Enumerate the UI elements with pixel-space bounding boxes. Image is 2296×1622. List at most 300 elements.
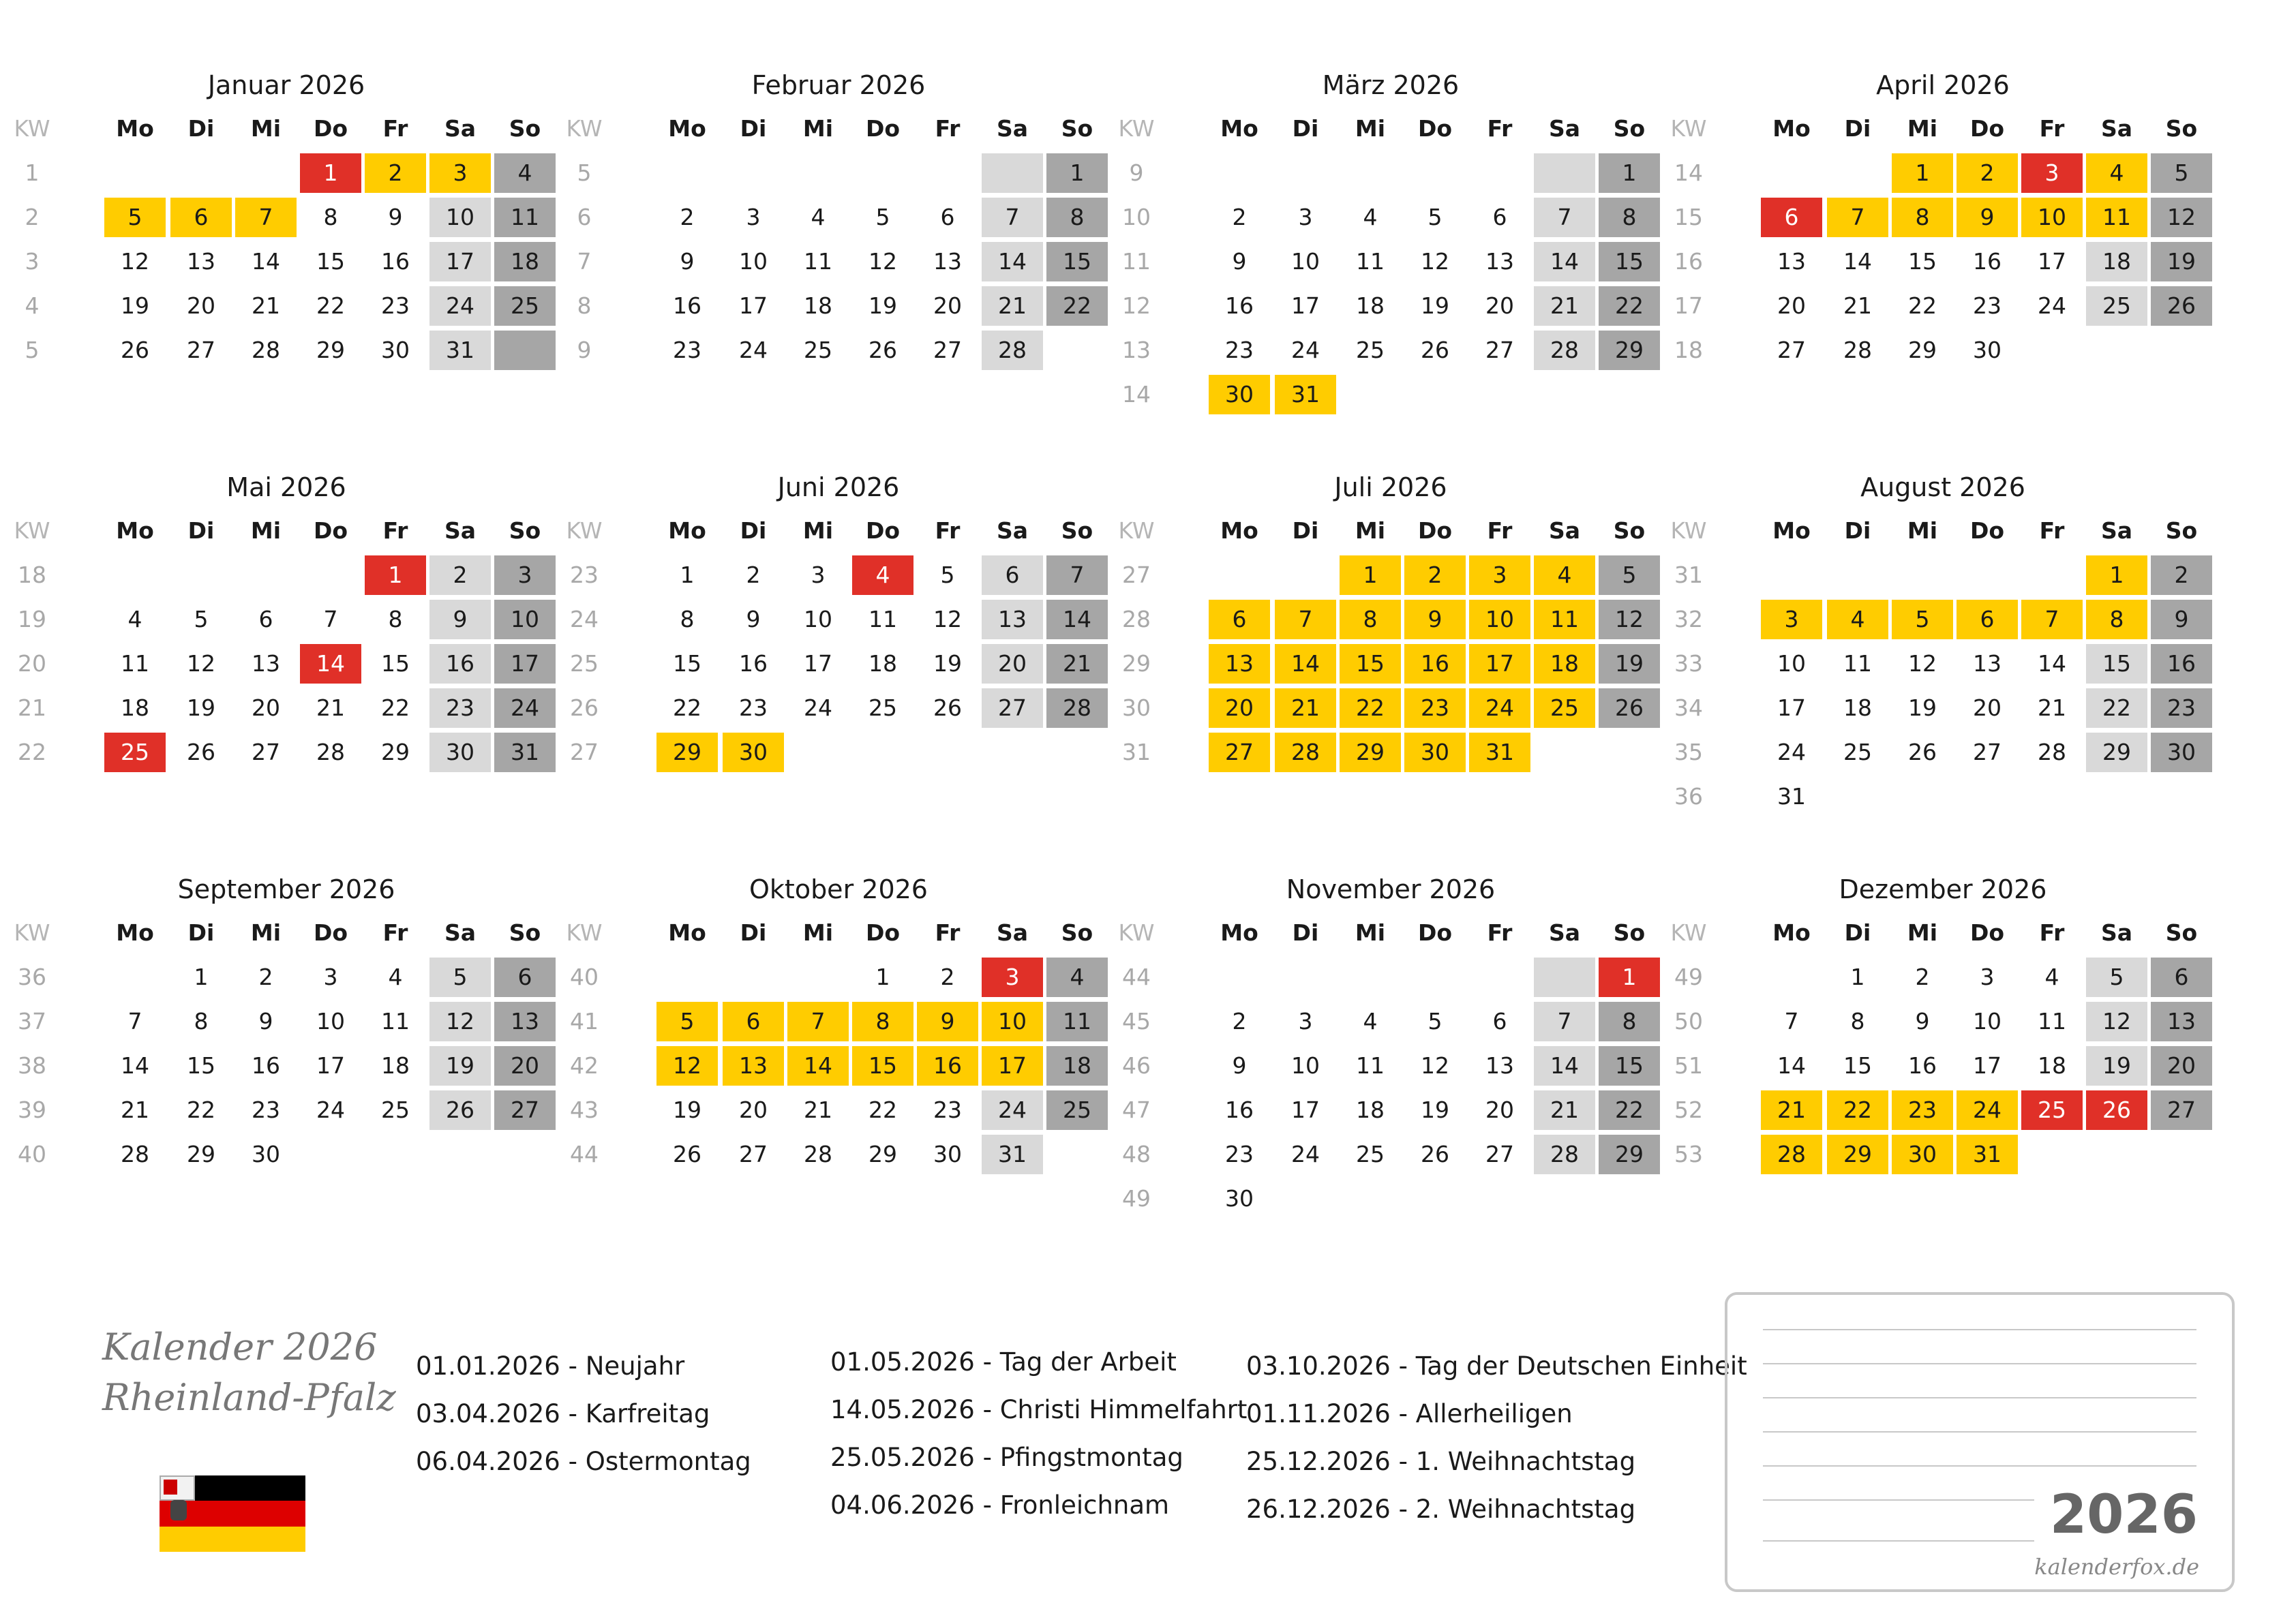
week-row bbox=[1104, 688, 1644, 733]
week-number: 25 bbox=[570, 650, 599, 677]
day-cell: 2 bbox=[1232, 204, 1247, 230]
day-cell: 10 bbox=[1291, 1052, 1320, 1079]
week-row bbox=[1104, 153, 1637, 198]
weekday-header bbox=[1657, 511, 2198, 555]
calendar-title-line2: Rheinland-Pfalz bbox=[102, 1376, 396, 1419]
day-cell: 15 bbox=[381, 650, 410, 677]
week-number: 31 bbox=[1674, 562, 1703, 588]
day-cell: 9 bbox=[1232, 248, 1247, 275]
day-cell: 1 bbox=[1046, 153, 1108, 193]
day-cell: 5 bbox=[1428, 1008, 1442, 1035]
day-cell: 21 bbox=[1843, 292, 1872, 319]
day-cell: 15 bbox=[316, 248, 345, 275]
weekday-label: Mi bbox=[802, 919, 834, 946]
day-cell: 10 bbox=[804, 606, 832, 632]
day-cell: 8 bbox=[1599, 1002, 1660, 1041]
day-cell: 11 bbox=[494, 198, 556, 237]
weekday-label: So bbox=[509, 517, 541, 544]
weekday-label: Di bbox=[1844, 919, 1871, 946]
day-cell: 23 bbox=[429, 688, 491, 728]
day-cell: 16 bbox=[1908, 1052, 1937, 1079]
day-cell: 21 bbox=[1761, 1090, 1822, 1130]
week-number: 32 bbox=[1674, 606, 1703, 632]
day-cell: 30 bbox=[1404, 733, 1466, 772]
day-cell: 6 bbox=[982, 555, 1043, 595]
day-cell: 4 bbox=[1534, 555, 1595, 595]
weekday-label: Sa bbox=[444, 115, 477, 142]
weekday-label: Mi bbox=[802, 115, 834, 142]
day-cell: 18 bbox=[1843, 694, 1872, 721]
day-cell: 16 bbox=[252, 1052, 280, 1079]
day-cell: 10 bbox=[316, 1008, 345, 1035]
day-cell: 7 bbox=[1046, 555, 1108, 595]
day-cell: 15 bbox=[1843, 1052, 1872, 1079]
weekday-label: Do bbox=[1417, 919, 1453, 946]
day-cell: 24 bbox=[1469, 688, 1530, 728]
week-row bbox=[0, 331, 518, 375]
weekday-label: Fr bbox=[382, 517, 408, 544]
day-cell: 2 bbox=[940, 964, 955, 990]
weekday-label: So bbox=[2165, 919, 2198, 946]
day-cell: 8 bbox=[2086, 600, 2147, 639]
day-cell: 6 bbox=[1957, 600, 2018, 639]
week-number: 45 bbox=[1122, 1008, 1151, 1035]
day-cell: 15 bbox=[2086, 644, 2147, 684]
day-cell: 6 bbox=[494, 958, 556, 997]
weekday-label: Mi bbox=[1355, 517, 1386, 544]
day-cell: 17 bbox=[739, 292, 768, 319]
day-cell: 20 bbox=[933, 292, 962, 319]
day-cell: 6 bbox=[1492, 204, 1507, 230]
weekday-label: Di bbox=[1844, 517, 1871, 544]
day-cell: 14 bbox=[2038, 650, 2066, 677]
weekday-label: Do bbox=[313, 517, 348, 544]
weekday-label: Mi bbox=[1355, 919, 1386, 946]
holiday-item: 01.01.2026 - Neujahr bbox=[416, 1351, 685, 1381]
weekday-label: Sa bbox=[2100, 919, 2133, 946]
day-cell: 25 bbox=[804, 337, 832, 363]
day-cell: 12 bbox=[868, 248, 897, 275]
day-cell: 22 bbox=[187, 1097, 215, 1123]
weekday-label: Di bbox=[740, 517, 767, 544]
week-row bbox=[1657, 688, 2196, 733]
day-cell: 4 bbox=[811, 204, 826, 230]
day-cell: 26 bbox=[429, 1090, 491, 1130]
week-number: 53 bbox=[1674, 1141, 1703, 1167]
day-cell: 11 bbox=[868, 606, 897, 632]
day-cell: 12 bbox=[429, 1002, 491, 1041]
day-cell: 25 bbox=[1356, 337, 1385, 363]
day-cell: 2 bbox=[1232, 1008, 1247, 1035]
month-block bbox=[1104, 463, 1646, 777]
day-cell: 29 bbox=[2086, 733, 2147, 772]
day-cell: 17 bbox=[2038, 248, 2066, 275]
week-row bbox=[552, 600, 1091, 644]
weekday-label: Mo bbox=[668, 517, 706, 544]
day-cell: 25 bbox=[2021, 1090, 2083, 1130]
week-number: 49 bbox=[1122, 1185, 1151, 1212]
weekday-label: Di bbox=[1292, 115, 1319, 142]
day-cell: 30 bbox=[2151, 733, 2212, 772]
day-cell: 23 bbox=[1225, 1141, 1254, 1167]
weekday-label: Fr bbox=[2039, 919, 2065, 946]
day-cell: 7 bbox=[127, 1008, 142, 1035]
day-cell: 13 bbox=[723, 1046, 784, 1086]
kw-header: KW bbox=[566, 115, 603, 142]
week-row bbox=[1104, 1135, 1644, 1179]
week-row bbox=[0, 242, 539, 286]
month-title: Februar 2026 bbox=[751, 70, 926, 100]
holiday-item: 25.12.2026 - 1. Weihnachtstag bbox=[1246, 1447, 1636, 1476]
weekday-label: Di bbox=[1844, 115, 1871, 142]
day-cell: 4 bbox=[1363, 1008, 1378, 1035]
day-cell: 7 bbox=[1827, 198, 1888, 237]
day-cell: 3 bbox=[1469, 555, 1530, 595]
day-cell: 5 bbox=[875, 204, 890, 230]
day-cell: 9 bbox=[1915, 1008, 1930, 1035]
day-cell: 3 bbox=[811, 562, 826, 588]
day-cell: 19 bbox=[121, 292, 149, 319]
week-number: 43 bbox=[570, 1097, 599, 1123]
weekday-label: So bbox=[1613, 115, 1646, 142]
weekday-label: Di bbox=[1292, 517, 1319, 544]
month-title: Juli 2026 bbox=[1334, 472, 1447, 502]
day-cell: 31 bbox=[1469, 733, 1530, 772]
day-cell: 15 bbox=[187, 1052, 215, 1079]
week-number: 39 bbox=[18, 1097, 46, 1123]
day-cell: 5 bbox=[1428, 204, 1442, 230]
week-row bbox=[552, 331, 1070, 375]
day-cell: 11 bbox=[1356, 1052, 1385, 1079]
week-row bbox=[0, 1135, 518, 1179]
day-cell: 22 bbox=[1599, 1090, 1660, 1130]
notes-year: 2026 bbox=[2049, 1484, 2198, 1546]
empty-weekend-cell bbox=[494, 331, 556, 370]
day-cell: 20 bbox=[739, 1097, 768, 1123]
empty-weekend-cell bbox=[1534, 958, 1595, 997]
day-cell: 21 bbox=[1534, 286, 1595, 326]
day-cell: 1 bbox=[1850, 964, 1865, 990]
empty-weekend-cell bbox=[982, 153, 1043, 193]
day-cell: 20 bbox=[982, 644, 1043, 684]
day-cell: 7 bbox=[235, 198, 297, 237]
day-cell: 9 bbox=[1957, 198, 2018, 237]
day-cell: 15 bbox=[1599, 1046, 1660, 1086]
day-cell: 9 bbox=[1404, 600, 1466, 639]
day-cell: 27 bbox=[252, 739, 280, 765]
day-cell: 7 bbox=[323, 606, 338, 632]
day-cell: 2 bbox=[680, 204, 695, 230]
kw-header: KW bbox=[14, 919, 50, 946]
day-cell: 6 bbox=[1492, 1008, 1507, 1035]
month-block bbox=[552, 61, 1093, 375]
week-number: 48 bbox=[1122, 1141, 1151, 1167]
day-cell: 8 bbox=[388, 606, 403, 632]
holiday-item: 04.06.2026 - Fronleichnam bbox=[830, 1490, 1170, 1520]
week-number: 23 bbox=[570, 562, 599, 588]
day-cell: 20 bbox=[494, 1046, 556, 1086]
day-cell: 13 bbox=[1209, 644, 1270, 684]
day-cell: 30 bbox=[933, 1141, 962, 1167]
day-cell: 6 bbox=[1209, 600, 1270, 639]
day-cell: 1 bbox=[1892, 153, 1953, 193]
day-cell: 5 bbox=[2086, 958, 2147, 997]
day-cell: 5 bbox=[429, 958, 491, 997]
day-cell: 4 bbox=[852, 555, 913, 595]
day-cell: 28 bbox=[1761, 1135, 1822, 1174]
day-cell: 21 bbox=[121, 1097, 149, 1123]
week-number: 22 bbox=[18, 739, 46, 765]
kw-header: KW bbox=[14, 115, 50, 142]
day-cell: 23 bbox=[381, 292, 410, 319]
day-cell: 27 bbox=[1777, 337, 1806, 363]
day-cell: 25 bbox=[1046, 1090, 1108, 1130]
week-number: 52 bbox=[1674, 1097, 1703, 1123]
weekday-label: Mi bbox=[802, 517, 834, 544]
day-cell: 20 bbox=[1973, 694, 2002, 721]
day-cell: 17 bbox=[1777, 694, 1806, 721]
day-cell: 25 bbox=[381, 1097, 410, 1123]
day-cell: 13 bbox=[933, 248, 962, 275]
week-row bbox=[1104, 331, 1644, 375]
weekday-label: So bbox=[1613, 919, 1646, 946]
week-number: 26 bbox=[570, 694, 599, 721]
day-cell: 13 bbox=[252, 650, 280, 677]
month-block bbox=[552, 866, 1093, 1179]
day-cell: 1 bbox=[2086, 555, 2147, 595]
day-cell: 3 bbox=[746, 204, 761, 230]
week-number: 4 bbox=[25, 292, 40, 319]
day-cell: 27 bbox=[982, 688, 1043, 728]
day-cell: 6 bbox=[940, 204, 955, 230]
weekday-header bbox=[0, 913, 541, 958]
week-row bbox=[552, 242, 1091, 286]
day-cell: 29 bbox=[381, 739, 410, 765]
day-cell: 17 bbox=[1973, 1052, 2002, 1079]
day-cell: 3 bbox=[2021, 153, 2083, 193]
weekday-label: Mi bbox=[250, 115, 282, 142]
week-number: 21 bbox=[18, 694, 46, 721]
day-cell: 16 bbox=[673, 292, 701, 319]
kw-header: KW bbox=[1118, 115, 1155, 142]
day-cell: 3 bbox=[1298, 204, 1313, 230]
kw-header: KW bbox=[14, 517, 50, 544]
day-cell: 30 bbox=[1973, 337, 2002, 363]
week-row bbox=[552, 1090, 1091, 1135]
day-cell: 10 bbox=[1973, 1008, 2002, 1035]
week-row bbox=[1104, 644, 1644, 688]
day-cell: 28 bbox=[804, 1141, 832, 1167]
day-cell: 6 bbox=[170, 198, 232, 237]
weekday-label: Sa bbox=[996, 919, 1029, 946]
week-row bbox=[1104, 733, 1622, 777]
day-cell: 31 bbox=[429, 331, 491, 370]
day-cell: 27 bbox=[1485, 337, 1514, 363]
week-row bbox=[1657, 1046, 2196, 1090]
day-cell: 15 bbox=[1599, 242, 1660, 281]
holiday-list-col-1 bbox=[416, 1343, 751, 1486]
month-title: Juni 2026 bbox=[777, 472, 900, 502]
week-row bbox=[552, 198, 1085, 242]
day-cell: 5 bbox=[2151, 153, 2212, 193]
day-cell: 14 bbox=[982, 242, 1043, 281]
week-row bbox=[552, 286, 1091, 331]
week-number: 46 bbox=[1122, 1052, 1151, 1079]
weekday-label: Fr bbox=[382, 919, 408, 946]
week-number: 37 bbox=[18, 1008, 46, 1035]
weekday-label: Di bbox=[187, 115, 215, 142]
day-cell: 7 bbox=[1534, 1002, 1595, 1041]
month-title: August 2026 bbox=[1860, 472, 2025, 502]
day-cell: 23 bbox=[1892, 1090, 1953, 1130]
day-cell: 12 bbox=[933, 606, 962, 632]
month-title: September 2026 bbox=[177, 874, 395, 904]
day-cell: 14 bbox=[1046, 600, 1108, 639]
day-cell: 29 bbox=[868, 1141, 897, 1167]
day-cell: 11 bbox=[1356, 248, 1385, 275]
weekday-label: So bbox=[509, 115, 541, 142]
kw-header: KW bbox=[1118, 919, 1155, 946]
day-cell: 23 bbox=[2151, 688, 2212, 728]
day-cell: 29 bbox=[1908, 337, 1937, 363]
day-cell: 1 bbox=[875, 964, 890, 990]
day-cell: 23 bbox=[933, 1097, 962, 1123]
day-cell: 22 bbox=[1827, 1090, 1888, 1130]
day-cell: 9 bbox=[917, 1002, 978, 1041]
month-block bbox=[0, 61, 541, 375]
day-cell: 28 bbox=[1534, 331, 1595, 370]
day-cell: 4 bbox=[1046, 958, 1108, 997]
month-block bbox=[1657, 866, 2198, 1179]
week-number: 33 bbox=[1674, 650, 1703, 677]
day-cell: 23 bbox=[1225, 337, 1254, 363]
weekday-label: Mo bbox=[1772, 517, 1811, 544]
day-cell: 9 bbox=[388, 204, 403, 230]
day-cell: 3 bbox=[323, 964, 338, 990]
day-cell: 17 bbox=[982, 1046, 1043, 1086]
day-cell: 5 bbox=[104, 198, 166, 237]
day-cell: 22 bbox=[673, 694, 701, 721]
day-cell: 11 bbox=[1046, 1002, 1108, 1041]
day-cell: 15 bbox=[673, 650, 701, 677]
day-cell: 16 bbox=[917, 1046, 978, 1086]
day-cell: 16 bbox=[1404, 644, 1466, 684]
week-number: 11 bbox=[1122, 248, 1151, 275]
week-number: 30 bbox=[1122, 694, 1151, 721]
weekday-label: Mi bbox=[1907, 517, 1938, 544]
day-cell: 24 bbox=[2038, 292, 2066, 319]
week-number: 36 bbox=[1674, 783, 1703, 810]
day-cell: 8 bbox=[1340, 600, 1401, 639]
weekday-label: Sa bbox=[996, 517, 1029, 544]
week-number: 44 bbox=[570, 1141, 599, 1167]
month-title: März 2026 bbox=[1322, 70, 1460, 100]
day-cell: 18 bbox=[494, 242, 556, 281]
day-cell: 29 bbox=[1599, 1135, 1660, 1174]
week-number: 41 bbox=[570, 1008, 599, 1035]
week-number: 16 bbox=[1674, 248, 1703, 275]
week-number: 42 bbox=[570, 1052, 599, 1079]
weekday-label: Fr bbox=[935, 517, 961, 544]
empty-weekend-cell bbox=[1534, 153, 1595, 193]
notes-box bbox=[1725, 1292, 2235, 1592]
day-cell: 24 bbox=[739, 337, 768, 363]
day-cell: 19 bbox=[429, 1046, 491, 1086]
week-row bbox=[1104, 1090, 1644, 1135]
week-row bbox=[1657, 331, 2175, 375]
day-cell: 26 bbox=[1908, 739, 1937, 765]
day-cell: 14 bbox=[300, 644, 361, 684]
week-number: 36 bbox=[18, 964, 46, 990]
day-cell: 26 bbox=[1599, 688, 1660, 728]
day-cell: 1 bbox=[300, 153, 361, 193]
day-cell: 29 bbox=[656, 733, 718, 772]
week-number: 40 bbox=[18, 1141, 46, 1167]
day-cell: 26 bbox=[187, 739, 215, 765]
week-row bbox=[1104, 958, 1637, 1002]
day-cell: 13 bbox=[2151, 1002, 2212, 1041]
day-cell: 10 bbox=[429, 198, 491, 237]
week-number: 24 bbox=[570, 606, 599, 632]
week-number: 6 bbox=[577, 204, 592, 230]
day-cell: 30 bbox=[429, 733, 491, 772]
weekday-label: Mo bbox=[1220, 115, 1258, 142]
day-cell: 1 bbox=[194, 964, 209, 990]
day-cell: 13 bbox=[187, 248, 215, 275]
day-cell: 26 bbox=[1421, 1141, 1449, 1167]
week-row bbox=[1104, 198, 1637, 242]
week-number: 14 bbox=[1122, 381, 1151, 408]
week-number: 3 bbox=[25, 248, 40, 275]
week-row bbox=[552, 555, 1085, 600]
kw-header: KW bbox=[1670, 919, 1707, 946]
holiday-item: 03.04.2026 - Karfreitag bbox=[416, 1399, 710, 1428]
day-cell: 21 bbox=[982, 286, 1043, 326]
day-cell: 10 bbox=[1777, 650, 1806, 677]
weekday-label: Do bbox=[1417, 115, 1453, 142]
month-block bbox=[0, 463, 541, 777]
day-cell: 7 bbox=[1784, 1008, 1799, 1035]
week-number: 15 bbox=[1674, 204, 1703, 230]
weekday-label: So bbox=[1613, 517, 1646, 544]
day-cell: 3 bbox=[1980, 964, 1995, 990]
day-cell: 27 bbox=[1209, 733, 1270, 772]
day-cell: 26 bbox=[1421, 337, 1449, 363]
day-cell: 26 bbox=[2086, 1090, 2147, 1130]
day-cell: 29 bbox=[1599, 331, 1660, 370]
weekday-label: Mo bbox=[116, 115, 154, 142]
week-row bbox=[552, 644, 1091, 688]
week-number: 31 bbox=[1122, 739, 1151, 765]
month-title: Mai 2026 bbox=[226, 472, 346, 502]
week-row bbox=[1657, 733, 2196, 777]
weekday-label: Di bbox=[187, 517, 215, 544]
day-cell: 16 bbox=[1225, 292, 1254, 319]
day-cell: 2 bbox=[746, 562, 761, 588]
week-number: 19 bbox=[18, 606, 46, 632]
day-cell: 12 bbox=[1599, 600, 1660, 639]
day-cell: 25 bbox=[1843, 739, 1872, 765]
day-cell: 22 bbox=[1908, 292, 1937, 319]
day-cell: 7 bbox=[2021, 600, 2083, 639]
day-cell: 2 bbox=[2151, 555, 2212, 595]
weekday-label: Mi bbox=[1907, 919, 1938, 946]
weekday-label: Mo bbox=[116, 919, 154, 946]
day-cell: 26 bbox=[868, 337, 897, 363]
day-cell: 7 bbox=[787, 1002, 849, 1041]
day-cell: 18 bbox=[1534, 644, 1595, 684]
day-cell: 8 bbox=[194, 1008, 209, 1035]
